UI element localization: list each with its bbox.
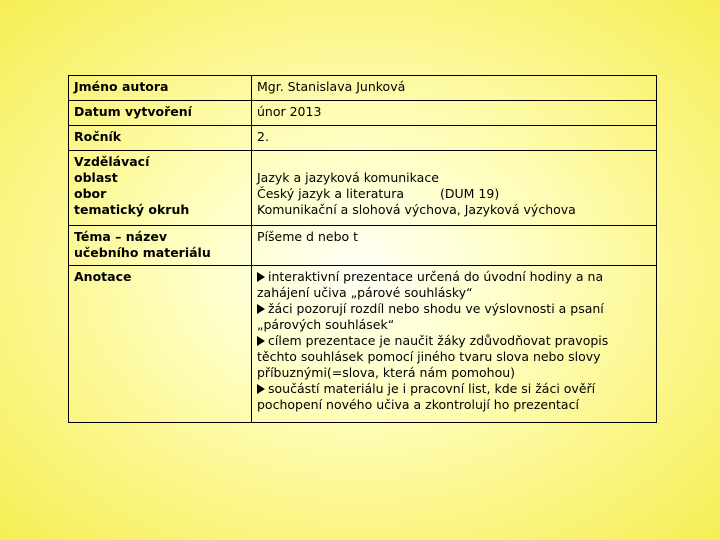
arrow-bullet-icon	[257, 304, 265, 314]
value-date: únor 2013	[252, 101, 657, 126]
label-grade: Ročník	[69, 126, 252, 151]
label-topic	[69, 226, 252, 266]
table-row	[69, 151, 657, 226]
value-author: Mgr. Stanislava Junková	[252, 76, 657, 101]
table-row	[69, 101, 657, 126]
arrow-bullet-icon	[257, 336, 265, 346]
arrow-bullet-icon	[257, 384, 265, 394]
label-author: Jméno autora	[69, 76, 252, 101]
annotation-text: interaktivní prezentace určená do úvodní hodiny a na zahájení učiva „párové souhlásky“	[257, 269, 604, 300]
label-line: Téma – název	[74, 229, 167, 244]
label-line: tematický okruh	[74, 202, 190, 217]
label-line: Vzdělávací	[74, 154, 150, 169]
value-line: Komunikační a slohová výchova, Jazyková výchova	[257, 202, 576, 217]
value-education-area	[252, 151, 657, 226]
value-line: Jazyk a jazyková komunikace	[257, 170, 439, 185]
label-line: obor	[74, 186, 107, 201]
metadata-table	[68, 75, 657, 423]
table-row	[69, 126, 657, 151]
dum-number: (DUM 19)	[440, 186, 500, 201]
table-row	[69, 266, 657, 423]
arrow-bullet-icon	[257, 272, 265, 282]
label-annotation: Anotace	[69, 266, 252, 423]
label-education-area	[69, 151, 252, 226]
annotation-text: žáci pozorují rozdíl nebo shodu ve výslovnosti a psaní „párových souhlásek“	[257, 301, 604, 332]
value-topic: Píšeme d nebo t	[252, 226, 657, 266]
label-line: oblast	[74, 170, 118, 185]
annotation-text: cílem prezentace je naučit žáky zdůvodňovat pravopis těchto souhlásek pomocí jiného tvaru slova nebo slovy příbuznými(=slova, která nám pomohou)	[257, 333, 609, 380]
table-row	[69, 76, 657, 101]
annotation-item	[257, 269, 651, 301]
value-line	[257, 186, 651, 202]
table-row	[69, 226, 657, 266]
value-grade: 2.	[252, 126, 657, 151]
annotation-item	[257, 301, 651, 333]
label-date: Datum vytvoření	[69, 101, 252, 126]
annotation-text: součástí materiálu je i pracovní list, kde si žáci ověří pochopení nového učiva a zkontrolují ho prezentací	[257, 381, 596, 412]
value-annotation	[252, 266, 657, 423]
subject-text: Český jazyk a literatura	[257, 186, 404, 201]
label-line: učebního materiálu	[74, 245, 211, 260]
annotation-item	[257, 333, 651, 381]
annotation-item	[257, 381, 651, 413]
